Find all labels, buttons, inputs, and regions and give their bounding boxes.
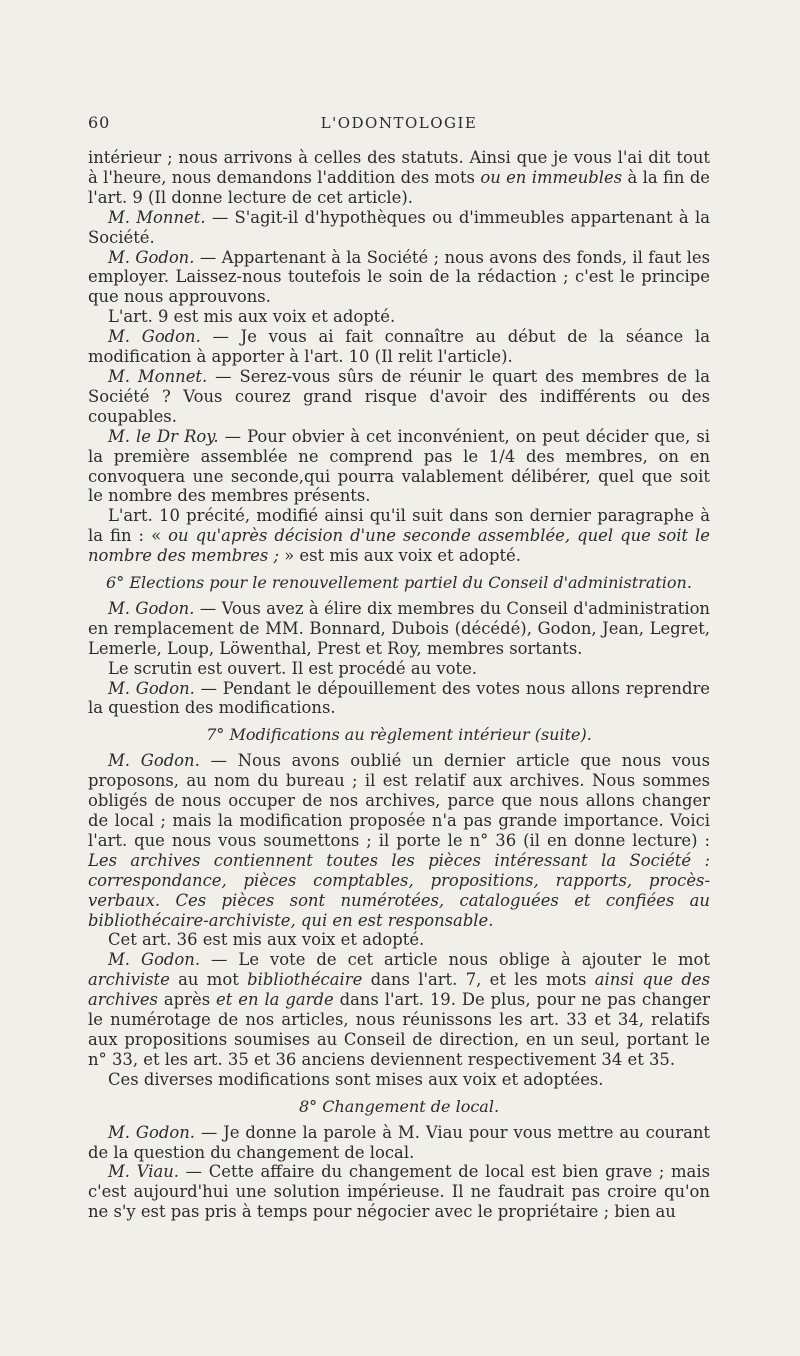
- paragraph: [88, 1123, 710, 1163]
- text-run: 6° Elections pour le renouvellement partiel du Conseil d'administration.: [106, 573, 692, 593]
- paragraph: [88, 1162, 710, 1222]
- text-run: 8° Changement de local.: [298, 1096, 500, 1116]
- text-run: — Pour obvier à cet inconvénient, on peut décider que, si la première assemblée ne comprend pas le 1/4 des membres, on en convoquera une seconde,qui pourra valablement délibérer, quel que soit le nombre des membres présents.: [88, 426, 711, 506]
- text-run: — Nous avons oublié un dernier article que nous vous proposons, au nom du bureau ; il est relatif aux archives. Nous sommes obligés de nous occuper de nos archives, parce que nous allons changer de local ; mais la modification proposée n'a pas grande importance. Voici l'art. que nous vous soumettons ; il porte le n° 36 (il en donne lecture) :: [88, 751, 711, 850]
- page-number: 60: [88, 113, 111, 132]
- text-run: L'art. 10 précité, modifié ainsi qu'il suit dans son dernier paragraphe à la fin : «: [88, 506, 710, 546]
- section-heading: [88, 725, 710, 745]
- paragraph: [88, 208, 710, 248]
- paragraph: [88, 427, 710, 507]
- italic-text: M. Godon.: [108, 247, 195, 267]
- paragraph: [88, 679, 710, 719]
- paragraph: [88, 248, 710, 308]
- italic-text: ou qu'après décision d'une seconde assemblée, quel que soit le nombre des membres ;: [88, 526, 710, 566]
- text-run: Ces diverses modifications sont mises aux voix et adoptées.: [108, 1069, 604, 1089]
- paragraph: [88, 367, 710, 427]
- paragraph: [88, 1070, 710, 1090]
- page-header: [88, 113, 710, 139]
- italic-text: et en la garde: [216, 990, 334, 1010]
- text-run: — Je vous ai fait connaître au début de la séance la modification à apporter à l'art. 10 (Il relit l'article).: [88, 327, 710, 367]
- text-run: — S'agit-il d'hypothèques ou d'immeubles appartenant à la Société.: [88, 207, 711, 247]
- italic-text: M. Monnet.: [108, 366, 208, 386]
- text-run: — Appartenant à la Société ; nous avons des fonds, il faut les employer. Laissez-nous toutefois le soin de la rédaction ; c'est le principe que nous approuvons.: [88, 247, 710, 307]
- text-run: à la fin de l'art. 9 (Il donne lecture de cet article).: [88, 167, 711, 207]
- italic-text: M. le Dr Roy.: [108, 426, 219, 446]
- text-run: — Vous avez à élire dix membres du Conseil d'administration en remplacement de MM. Bonnard, Dubois (décédé), Godon, Jean, Legret, Lemerle, Loup, Löwenthal, Prest et Roy, membres sortants.: [88, 598, 710, 658]
- text-run: » est mis aux voix et adopté.: [278, 546, 521, 566]
- paragraph: [88, 659, 710, 679]
- italic-text: M. Godon.: [108, 598, 195, 618]
- italic-text: M. Viau.: [108, 1162, 179, 1182]
- italic-text: M. Monnet.: [108, 207, 206, 227]
- text-run: — Serez-vous sûrs de réunir le quart des membres de la Société ? Vous courez grand risque d'avoir des indifférents ou des coupables.: [88, 366, 710, 426]
- paragraph: [88, 930, 710, 950]
- italic-text: M. Godon.: [108, 950, 201, 970]
- section-heading: [88, 573, 710, 593]
- paragraph: [88, 327, 710, 367]
- text-run: intérieur ; nous arrivons à celles des statuts. Ainsi que je vous l'ai dit tout à l'heure, nous demandons l'addition des mots: [88, 148, 710, 187]
- italic-text: M. Godon.: [108, 327, 201, 347]
- text-run: au mot: [169, 970, 248, 990]
- text-run: — Je donne la parole à M. Viau pour vous mettre au courant de la question du changement de local.: [88, 1122, 710, 1162]
- text-run: Le scrutin est ouvert. Il est procédé au vote.: [108, 658, 477, 678]
- italic-text: M. Godon.: [108, 678, 195, 698]
- text-run: après: [157, 990, 217, 1010]
- italic-text: M. Godon.: [108, 751, 200, 771]
- text-run: dans l'art. 19. De plus, pour ne pas changer le numérotage de nos articles, nous réunissons les art. 33 et 34, relatifs aux propositions soumises au Conseil de direction, en un seul, portant le n° 33, et les art. 35 et 36 anciens deviennent respectivement 34 et 35.: [88, 990, 711, 1069]
- paragraph: [88, 307, 710, 327]
- running-title: L'ODONTOLOGIE: [320, 114, 478, 132]
- text-run: dans l'art. 7, et les mots: [362, 970, 595, 990]
- italic-text: Les archives contiennent toutes les pièces intéressant la Société : correspondance, pièces comptables, propositions, rapports, procès-verbaux. Ces pièces sont numérotées, cataloguées et confiées au bibliothécaire-archiviste, qui en est responsable.: [88, 850, 710, 930]
- paragraph: [88, 599, 710, 659]
- text-run: L'art. 9 est mis aux voix et adopté.: [108, 307, 396, 327]
- text-run: — Cette affaire du changement de local est bien grave ; mais c'est aujourd'hui une solution impérieuse. Il ne faudrait pas croire qu'on ne s'y est pas pris à temps pour négocier avec le propriétaire ; bien au: [88, 1162, 710, 1222]
- italic-text: archiviste: [88, 970, 170, 990]
- paragraph: [88, 751, 710, 930]
- text-run: — Le vote de cet article nous oblige à ajouter le mot: [200, 950, 711, 970]
- text-run: 7° Modifications au règlement intérieur (suite).: [206, 725, 592, 745]
- italic-text: bibliothécaire: [247, 970, 363, 990]
- body-text: [88, 148, 710, 1222]
- section-heading: [88, 1097, 710, 1117]
- paragraph: [88, 148, 710, 208]
- italic-text: ainsi que des archives: [88, 970, 710, 1010]
- text-run: Cet art. 36 est mis aux voix et adopté.: [108, 930, 425, 950]
- italic-text: M. Godon.: [108, 1122, 195, 1142]
- paragraph: [88, 506, 710, 566]
- paragraph: [88, 950, 710, 1069]
- text-run: — Pendant le dépouillement des votes nous allons reprendre la question des modifications.: [88, 678, 710, 718]
- italic-text: ou en immeubles: [480, 167, 623, 187]
